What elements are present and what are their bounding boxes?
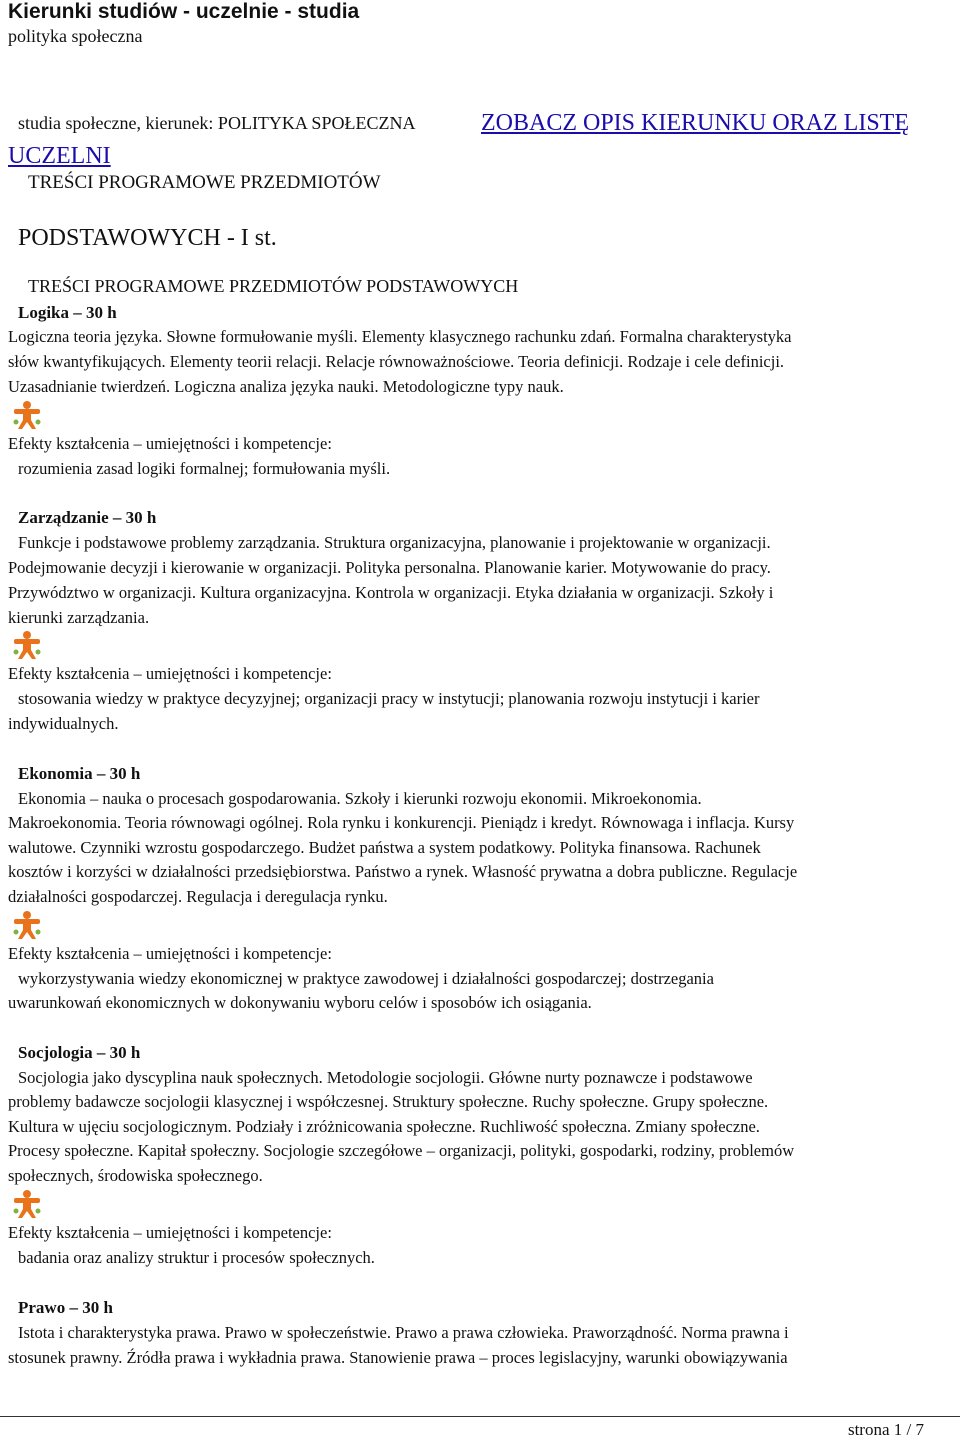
- section-text: Logiczna teoria języka. Słowne formułowanie myśli. Elementy klasycznego rachunku zdań. Formalna charakterystyka: [8, 327, 792, 346]
- intro-text: studia społeczne, kierunek: POLITYKA SPOŁECZNA: [18, 113, 416, 133]
- section-text: Funkcje i podstawowe problemy zarządzania. Struktura organizacyjna, planowanie i projektowanie w organizacji.: [18, 533, 771, 552]
- orange-figure-icon: [10, 400, 44, 430]
- section-text: kosztów i korzyści w działalności przedsiębiorstwa. Państwo a rynek. Własność prywatna a dobra publiczne. Regulacje: [8, 862, 798, 881]
- section-text: Ekonomia – nauka o procesach gospodarowania. Szkoły i kierunki rozwoju ekonomii. Mikroekonomia.: [18, 789, 702, 808]
- section-text: Przywództwo w organizacji. Kultura organizacyjna. Kontrola w organizacji. Etyka działania w organizacji. Szkoły i: [8, 583, 774, 602]
- section-text: Kultura w ujęciu socjologicznym. Podziały i zróżnicowania społeczne. Ruchliwość społeczna. Zmiany społeczne.: [8, 1117, 760, 1136]
- section-text: działalności gospodarczej. Regulacja i deregulacja rynku.: [8, 887, 388, 906]
- efekty-text: stosowania wiedzy w praktyce decyzyjnej; organizacji pracy w instytucji; planowania rozwoju instytucji i karier: [18, 689, 760, 708]
- section-text: Istota i charakterystyka prawa. Prawo w społeczeństwie. Prawo a prawa człowieka. Praworządność. Norma prawna i: [18, 1323, 789, 1342]
- section-text: słów kwantyfikujących. Elementy teorii relacji. Relacje równoważnościowe. Teoria definicji. Rodzaje i cele definicji.: [8, 352, 785, 371]
- section-text: społecznych, środowiska społecznego.: [8, 1166, 263, 1185]
- orange-figure-icon: [10, 1189, 44, 1219]
- efekty-label: Efekty kształcenia – umiejętności i kompetencje:: [8, 664, 332, 683]
- section-title-zarzadzanie: Zarządzanie – 30 h: [18, 508, 157, 527]
- program-heading-line1: TREŚCI PROGRAMOWE PRZEDMIOTÓW: [28, 172, 381, 193]
- section-title-ekonomia: Ekonomia – 30 h: [18, 764, 141, 783]
- section-text: problemy badawcze socjologii klasycznej i współczesnej. Struktury społeczne. Ruchy społeczne. Grupy społeczne.: [8, 1092, 769, 1111]
- section-text: Procesy społeczne. Kapitał społeczny. Socjologie szczegółowe – organizacji, polityki, gospodarki, rodziny, problemów: [8, 1141, 795, 1160]
- section-text: kierunki zarządzania.: [8, 608, 150, 627]
- program-heading-line2: PODSTAWOWYCH - I st.: [18, 225, 277, 251]
- section-text: Makroekonomia. Teoria równowagi ogólnej. Rola rynku i konkurencji. Pieniądz i kredyt. Równowaga i inflacja. Kursy: [8, 813, 795, 832]
- site-subtitle: polityka społeczna: [8, 26, 143, 46]
- efekty-text: wykorzystywania wiedzy ekonomicznej w praktyce zawodowej i działalności gospodarczej; dostrzegania: [18, 969, 714, 988]
- page-indicator: strona 1 / 7: [847, 1420, 924, 1439]
- orange-figure-icon: [10, 910, 44, 940]
- efekty-label: Efekty kształcenia – umiejętności i kompetencje:: [8, 434, 332, 453]
- section-title-socjologia: Socjologia – 30 h: [18, 1043, 141, 1062]
- section-title-prawo: Prawo – 30 h: [18, 1298, 113, 1317]
- section-text: walutowe. Czynniki wzrostu gospodarczego. Budżet państwa a system podatkowy. Polityka finansowa. Rachunek: [8, 838, 761, 857]
- efekty-text: badania oraz analizy struktur i procesów społecznych.: [18, 1248, 375, 1267]
- section-text: Socjologia jako dyscyplina nauk społecznych. Metodologie socjologii. Główne nurty poznawcze i podstawowe: [18, 1068, 753, 1087]
- course-description-link[interactable]: ZOBACZ OPIS KIERUNKU ORAZ LISTĘ: [481, 110, 909, 136]
- orange-figure-icon: [10, 630, 44, 660]
- efekty-label: Efekty kształcenia – umiejętności i kompetencje:: [8, 1223, 332, 1242]
- program-heading-line3: TREŚCI PROGRAMOWE PRZEDMIOTÓW PODSTAWOWYCH: [28, 276, 519, 296]
- efekty-label: Efekty kształcenia – umiejętności i kompetencje:: [8, 944, 332, 963]
- section-text: Podejmowanie decyzji i kierowanie w organizacji. Polityka personalna. Planowanie karier. Motywowanie do pracy.: [8, 558, 771, 577]
- section-text: Uzasadnianie twierdzeń. Logiczna analiza języka nauki. Metodologiczne typy nauk.: [8, 377, 564, 396]
- efekty-text: rozumienia zasad logiki formalnej; formułowania myśli.: [18, 459, 391, 478]
- efekty-text: uwarunkowań ekonomicznych w dokonywaniu wyboru celów i sposobów ich osiągania.: [8, 993, 592, 1012]
- footer-divider: [0, 1416, 960, 1417]
- section-title-logika: Logika – 30 h: [18, 303, 117, 322]
- section-text: stosunek prawny. Źródła prawa i wykładnia prawa. Stanowienie prawa – proces legislacyjny, warunki obowiązywania: [8, 1348, 788, 1367]
- efekty-text: indywidualnych.: [8, 714, 119, 733]
- course-description-link-cont[interactable]: UCZELNI: [8, 143, 111, 169]
- site-title[interactable]: Kierunki studiów - uczelnie - studia: [8, 0, 360, 23]
